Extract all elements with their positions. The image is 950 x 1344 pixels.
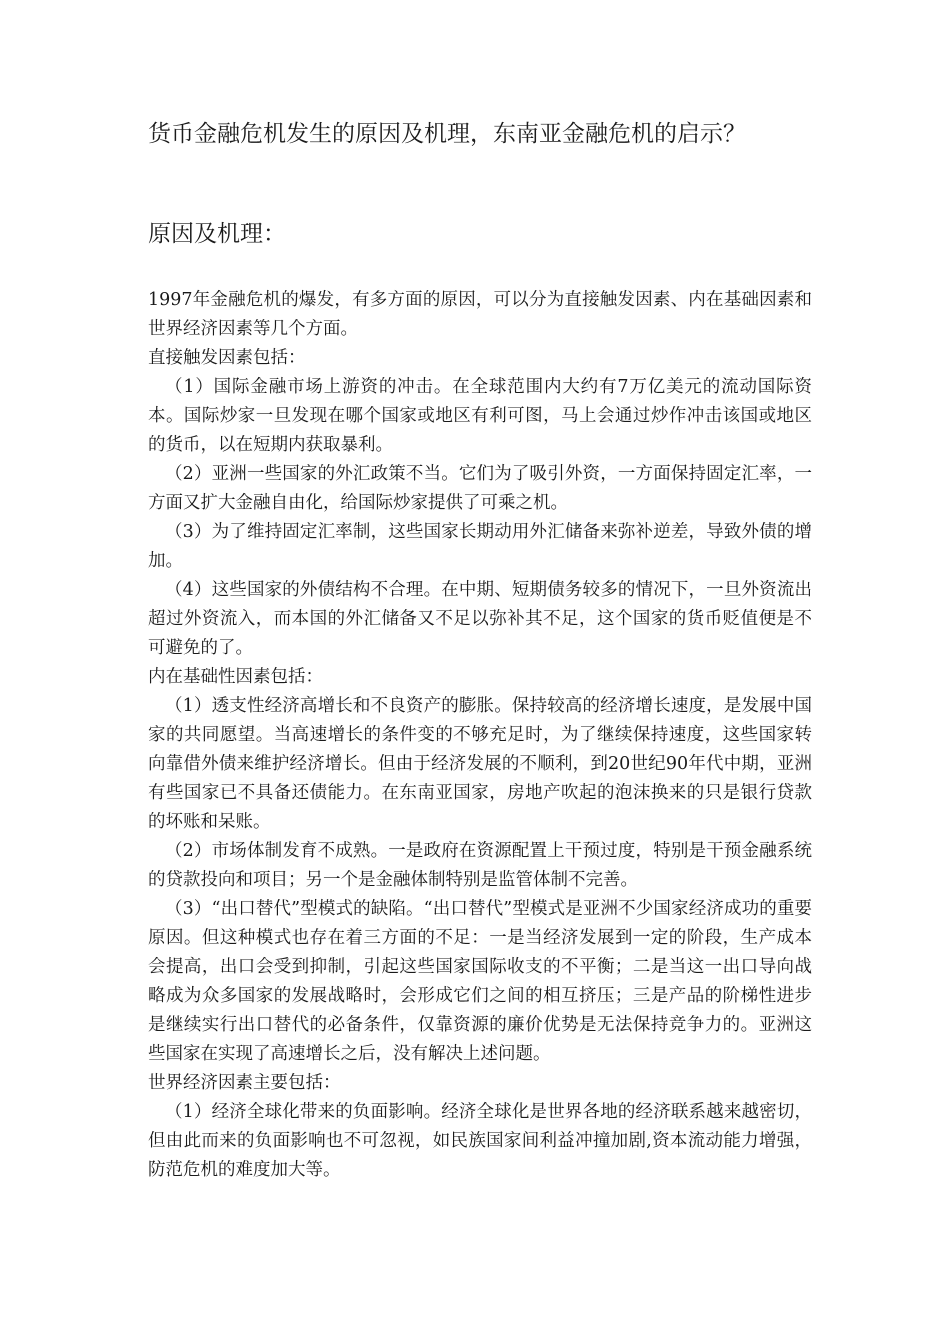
direct-factor-3: （3）为了维持固定汇率制，这些国家长期动用外汇储备来弥补逆差，导致外债的增加。 (148, 522, 812, 571)
internal-factor-2: （2）市场体制发育不成熟。一是政府在资源配置上干预过度，特别是干预金融系统的贷款投向和项目；另一个是金融体制特别是监管体制不完善。 (148, 841, 812, 890)
direct-factor-2: （2）亚洲一些国家的外汇政策不当。它们为了吸引外资，一方面保持固定汇率，一方面又扩大金融自由化，给国际炒家提供了可乘之机。 (148, 464, 812, 513)
intro-paragraph: 1997年金融危机的爆发，有多方面的原因，可以分为直接触发因素、内在基础因素和世界经济因素等几个方面。 (148, 290, 812, 339)
internal-factor-1: （1）透支性经济高增长和不良资产的膨胀。保持较高的经济增长速度，是发展中国家的共同愿望。当高速增长的条件变的不够充足时，为了继续保持速度，这些国家转向靠借外债来维护经济增长。但由于经济发展的不顺利，到20世纪90年代中期，亚洲有些国家已不具备还债能力。在东南亚国家，房地产吹起的泡沫换来的只是银行贷款的坏账和呆账。 (148, 696, 812, 832)
internal-factors-heading: 内在基础性因素包括： (148, 667, 323, 687)
world-factor-1: （1）经济全球化带来的负面影响。经济全球化是世界各地的经济联系越来越密切，但由此而来的负面影响也不可忽视，如民族国家间利益冲撞加剧,资本流动能力增强，防范危机的难度加大等。 (148, 1102, 812, 1180)
internal-factor-3: （3）“出口替代”型模式的缺陷。“出口替代”型模式是亚洲不少国家经济成功的重要原因。但这种模式也存在着三方面的不足：一是当经济发展到一定的阶段，生产成本会提高，出口会受到抑制，引起这些国家国际收支的不平衡；二是当这一出口导向战略成为众多国家的发展战略时，会形成它们之间的相互挤压；三是产品的阶梯性进步是继续实行出口替代的必备条件，仅靠资源的廉价优势是无法保持竞争力的。亚洲这些国家在实现了高速增长之后，没有解决上述问题。 (148, 899, 812, 1064)
document-body (148, 286, 812, 1185)
direct-factor-1: （1）国际金融市场上游资的冲击。在全球范围内大约有7万亿美元的流动国际资本。国际炒家一旦发现在哪个国家或地区有利可图，马上会通过炒作冲击该国或地区的货币，以在短期内获取暴利。 (148, 377, 812, 455)
section-heading: 原因及机理： (148, 221, 286, 247)
document-title: 货币金融危机发生的原因及机理，东南亚金融危机的启示？ (148, 121, 746, 147)
direct-factors-heading: 直接触发因素包括： (148, 348, 306, 368)
direct-factor-4: （4）这些国家的外债结构不合理。在中期、短期债务较多的情况下，一旦外资流出超过外资流入，而本国的外汇储备又不足以弥补其不足，这个国家的货币贬值便是不可避免的了。 (148, 580, 812, 658)
world-factors-heading: 世界经济因素主要包括： (148, 1073, 341, 1093)
